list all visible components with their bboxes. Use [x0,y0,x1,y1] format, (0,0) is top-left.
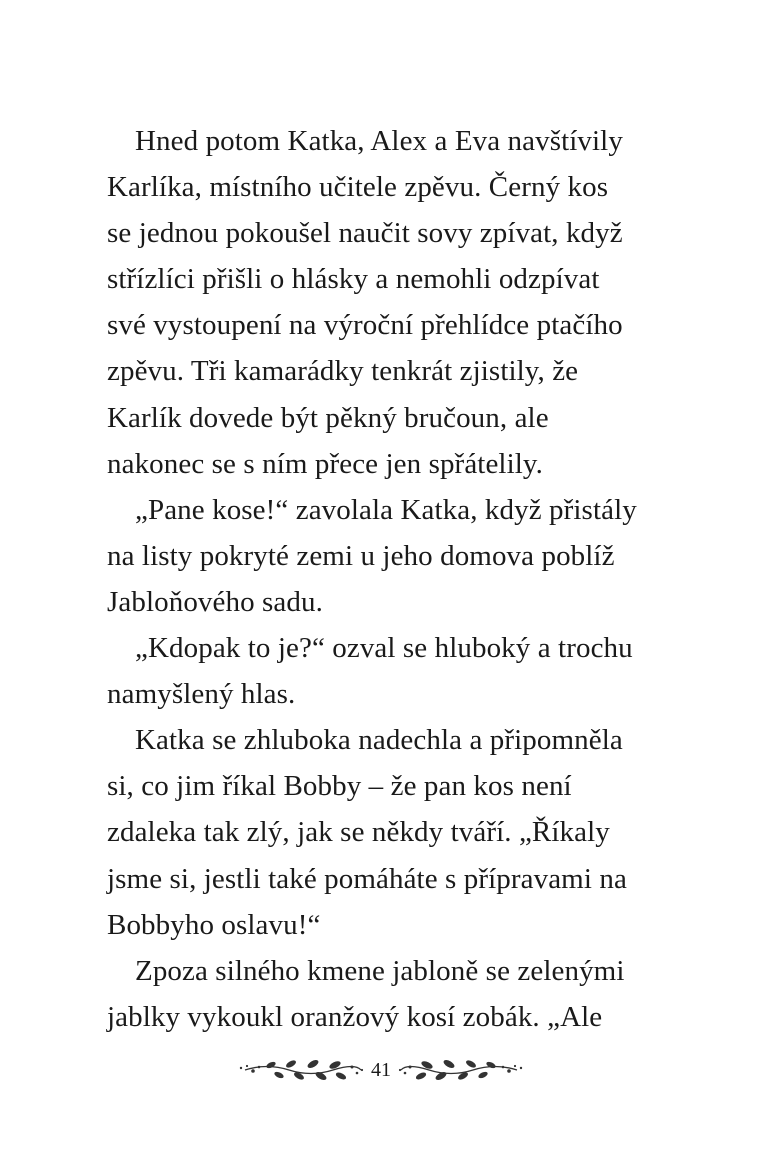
text-line-8: nakonec se s ním přece jen spřátelily. [107,447,543,480]
text-line-12: „Kdopak to je?“ ozval se hluboký a trochu [135,632,633,665]
body-text [107,118,667,1040]
leaf-vine-ornament-right-icon [397,1053,525,1087]
page-number: 41 [371,1059,391,1081]
text-line-20: jablky vykoukl oranžový kosí zobák. „Ale [107,1000,603,1033]
text-line-3: se jednou pokoušel naučit sovy zpívat, když [107,217,623,250]
page-footer [0,1052,762,1088]
text-line-1: Hned potom Katka, Alex a Eva navštívily [135,125,623,157]
text-line-18: Bobbyho oslavu!“ [107,908,321,941]
text-line-13: namyšlený hlas. [107,678,296,711]
text-line-10: na listy pokryté zemi u jeho domova poblíž [107,539,615,572]
text-line-11: Jabloňového sadu. [107,585,323,618]
text-line-5: své vystoupení na výroční přehlídce ptačího [107,309,623,342]
text-line-6: zpěvu. Tři kamarádky tenkrát zjistily, že [107,355,579,388]
text-line-4: střízlíci přišli o hlásky a nemohli odzpívat [107,263,600,296]
text-line-7: Karlík dovede být pěkný bručoun, ale [107,401,549,434]
text-line-19: Zpoza silného kmene jabloně se zelenými [135,954,625,987]
text-line-9: „Pane kose!“ zavolala Katka, když přistály [135,493,637,526]
text-line-17: jsme si, jestli také pomáháte s přípravami na [107,862,627,895]
text-line-15: si, co jim říkal Bobby – že pan kos není [107,770,572,803]
leaf-vine-ornament-left-icon [237,1053,365,1087]
text-line-14: Katka se zhluboka nadechla a připomněla [135,724,623,757]
text-line-16: zdaleka tak zlý, jak se někdy tváří. „Říkaly [107,816,610,849]
text-line-2: Karlíka, místního učitele zpěvu. Černý kos [107,171,609,204]
